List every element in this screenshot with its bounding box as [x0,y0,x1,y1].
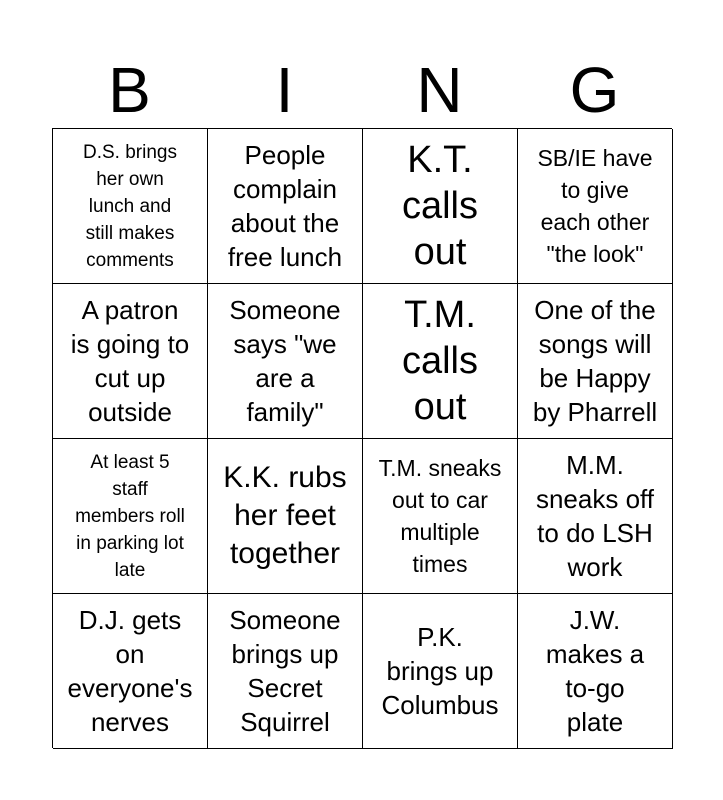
bingo-cell-r4c4[interactable] [518,594,673,749]
bingo-cell-r2c2[interactable] [208,284,363,439]
bingo-cell-text: Someone brings up Secret Squirrel [229,605,341,737]
bingo-cell-text: At least 5 staff members roll in parking lot late [75,451,185,581]
bingo-cell-text: One of the songs will be Happy by Pharrell [532,295,658,427]
bingo-header [52,52,672,128]
bingo-cell-text: K.T. calls out [401,139,479,273]
bingo-cell-r1c2[interactable] [208,129,363,284]
bingo-cell-r1c1[interactable] [53,129,208,284]
bingo-cell-r4c1[interactable] [53,594,208,749]
bingo-cell-text: P.K. brings up Columbus [381,622,499,720]
bingo-cell-r1c4[interactable] [518,129,673,284]
bingo-cell-text: T.M. calls out [401,294,479,428]
header-letter-i: I [275,54,294,126]
bingo-cell-r1c3[interactable] [363,129,518,284]
bingo-cell-r2c4[interactable] [518,284,673,439]
bingo-cell-r3c1[interactable] [53,439,208,594]
bingo-cell-text: SB/IE have to give each other "the look" [537,145,653,267]
bingo-cell-text: People complain about the free lunch [227,140,343,272]
bingo-cell-r3c4[interactable] [518,439,673,594]
header-letter-g: G [569,54,620,126]
bingo-cell-text: D.J. gets on everyone's nerves [67,605,193,737]
bingo-cell-text: J.W. makes a to-go plate [545,605,645,737]
bingo-cell-text: M.M. sneaks off to do LSH work [535,450,655,582]
header-letter-n: N [416,54,463,126]
bingo-card-grid [52,128,672,748]
bingo-cell-r2c1[interactable] [53,284,208,439]
bingo-cell-text: Someone says "we are a family" [229,295,341,427]
bingo-cell-text: K.K. rubs her feet together [223,461,347,570]
bingo-cell-r3c2[interactable] [208,439,363,594]
bingo-cell-text: A patron is going to cut up outside [70,295,190,427]
header-letter-b: B [108,54,151,126]
bingo-cell-text: D.S. brings her own lunch and still makes comments [83,141,177,271]
bingo-cell-r3c3[interactable] [363,439,518,594]
bingo-cell-r4c3[interactable] [363,594,518,749]
bingo-cell-r4c2[interactable] [208,594,363,749]
bingo-cell-text: T.M. sneaks out to car multiple times [378,455,502,577]
bingo-cell-r2c3[interactable] [363,284,518,439]
